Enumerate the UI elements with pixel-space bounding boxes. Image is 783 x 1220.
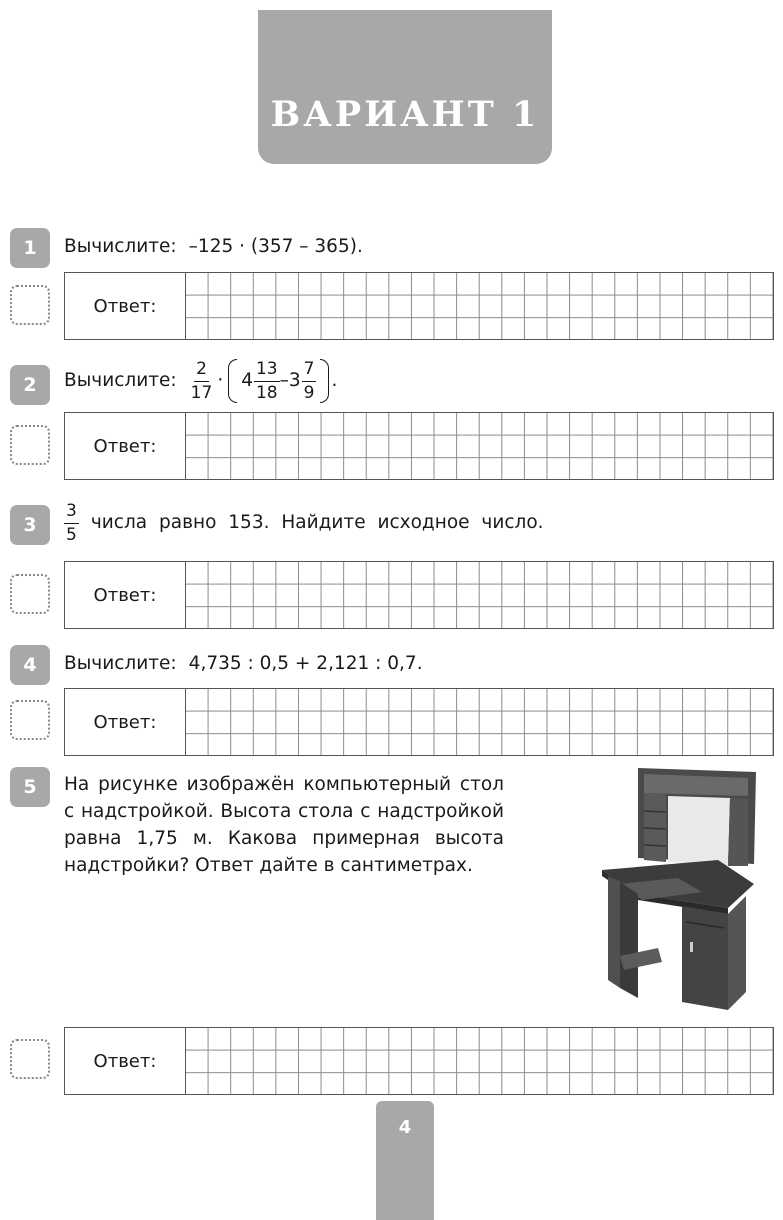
task-3-answer-box[interactable] <box>64 561 774 629</box>
answer-grid[interactable] <box>186 413 773 479</box>
task-2-check-box[interactable] <box>10 425 50 465</box>
fraction: $\frac{3}{5}$ <box>66 500 77 545</box>
answer-label: Ответ: <box>65 1028 186 1094</box>
task-number-badge: 5 <box>10 767 50 807</box>
answer-label: Ответ: <box>65 273 186 339</box>
task-3-check-box[interactable] <box>10 574 50 614</box>
task-5-text: На рисунке изображён компьютерный стол с надстройкой. Высота стола с надстройкой равна 1,75 м. Какова примерная высота надстройки? Ответ дайте в сантиметрах. <box>64 774 504 876</box>
variant-header <box>258 10 552 164</box>
right-parenthesis <box>320 359 329 403</box>
task-number-badge: 3 <box>10 505 50 545</box>
variant-title: ВАРИАНТ 1 <box>270 94 540 135</box>
task-number-badge: 1 <box>10 228 50 268</box>
task-2-instruction: Вычислите: <box>64 370 177 391</box>
answer-label: Ответ: <box>65 413 186 479</box>
task-1-instruction: Вычислите: <box>64 236 177 257</box>
minus-sign: – <box>279 370 289 391</box>
answer-grid[interactable] <box>186 1028 773 1094</box>
answer-grid[interactable] <box>186 689 773 755</box>
task-4-statement <box>64 650 423 678</box>
task-1-check-box[interactable] <box>10 285 50 325</box>
answer-grid[interactable] <box>186 273 773 339</box>
answer-grid[interactable] <box>186 562 773 628</box>
left-parenthesis <box>228 359 237 403</box>
task-1-answer-box[interactable] <box>64 272 774 340</box>
mixed-number: 4 $\frac{13}{18}$ <box>241 358 278 403</box>
task-number-badge: 4 <box>10 645 50 685</box>
end-period: . <box>331 370 338 391</box>
mixed-number: 3 $\frac{7}{9}$ <box>288 358 315 403</box>
task-4-instruction: Вычислите: <box>64 653 177 674</box>
multiply-sign: · <box>217 370 224 391</box>
task-2-statement <box>64 356 337 406</box>
task-3-statement <box>64 498 544 548</box>
task-3-text: числа равно 153. Найдите исходное число. <box>90 512 544 533</box>
page-number-tab <box>376 1101 434 1220</box>
task-5-check-box[interactable] <box>10 1039 50 1079</box>
task-1-expression: –125 · (357 – 365). <box>188 236 363 257</box>
task-5-answer-box[interactable] <box>64 1027 774 1095</box>
task-4-answer-box[interactable] <box>64 688 774 756</box>
page-number: 4 <box>398 1117 412 1138</box>
task-number-badge: 2 <box>10 365 50 405</box>
answer-label: Ответ: <box>65 562 186 628</box>
task-4-check-box[interactable] <box>10 700 50 740</box>
answer-label: Ответ: <box>65 689 186 755</box>
fraction: $\frac{2}{17}$ <box>190 358 213 403</box>
task-1-statement <box>64 233 363 261</box>
task-4-expression: 4,735 : 0,5 + 2,121 : 0,7. <box>188 653 423 674</box>
computer-desk-image <box>598 766 758 1014</box>
task-2-answer-box[interactable] <box>64 412 774 480</box>
